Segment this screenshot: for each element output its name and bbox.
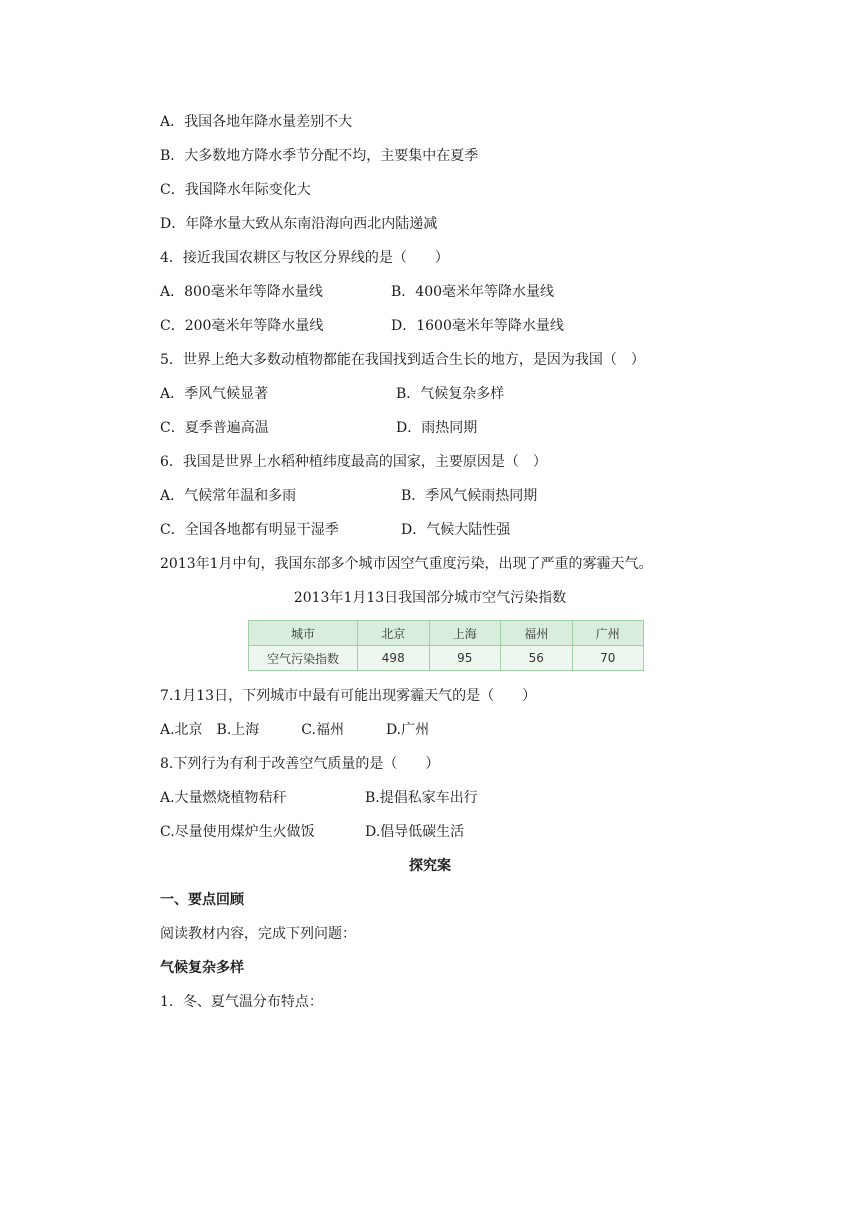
table-row (249, 646, 644, 671)
q8-option-c: C.尽量使用煤炉生火做饭 (160, 824, 315, 840)
q5-option-d: D．雨热同期 (396, 420, 478, 436)
table-cell: 56 (501, 646, 573, 671)
q3-option-d: D．年降水量大致从东南沿海向西北内陆递减 (160, 216, 438, 232)
q3-option-a: A．我国各地年降水量差别不大 (160, 114, 353, 130)
q8-stem: 8.下列行为有利于改善空气质量的是（ ） (160, 756, 440, 772)
table-header-cell: 上海 (429, 621, 501, 646)
q8-option-b: B.提倡私家车出行 (365, 790, 478, 806)
q3-option-b: B．大多数地方降水季节分配不均，主要集中在夏季 (160, 148, 479, 164)
q5-option-c: C．夏季普遍高温 (160, 420, 269, 436)
q6-stem: 6．我国是世界上水稻种植纬度最高的国家，主要原因是（ ） (160, 454, 547, 470)
q4-stem: 4．接近我国农耕区与牧区分界线的是（ ） (160, 250, 449, 266)
instruction: 阅读教材内容，完成下列问题： (160, 926, 356, 942)
smog-intro: 2013年1月中旬，我国东部多个城市因空气重度污染，出现了严重的雾霾天气。 (160, 556, 653, 572)
q8-option-d: D.倡导低碳生活 (365, 824, 465, 840)
review-heading: 一、要点回顾 (160, 892, 244, 908)
q6-option-c: C．全国各地都有明显干湿季 (160, 522, 339, 538)
subheading: 气候复杂多样 (160, 960, 244, 976)
table-cell: 空气污染指数 (249, 646, 358, 671)
table-header-cell: 城市 (249, 621, 358, 646)
table-header-cell: 广州 (572, 621, 644, 646)
q6-option-a: A．气候常年温和多雨 (160, 488, 297, 504)
q4-option-b: B．400毫米年等降水量线 (391, 284, 555, 300)
question-item-1: 1．冬、夏气温分布特点： (160, 994, 323, 1010)
q5-option-a: A．季风气候显著 (160, 386, 269, 402)
q4-option-a: A．800毫米年等降水量线 (160, 284, 323, 300)
q4-option-d: D．1600毫米年等降水量线 (391, 318, 564, 334)
table-cell: 95 (429, 646, 501, 671)
q8-option-a: A.大量燃烧植物秸秆 (160, 790, 287, 806)
pollution-table (248, 620, 644, 671)
q5-option-b: B．气候复杂多样 (396, 386, 505, 402)
q7-stem: 7.1月13日，下列城市中最有可能出现雾霾天气的是（ ） (160, 688, 537, 704)
q3-option-c: C．我国降水年际变化大 (160, 182, 311, 198)
q6-option-d: D．气候大陆性强 (401, 522, 511, 538)
table-header-cell: 北京 (358, 621, 430, 646)
table-title: 2013年1月13日我国部分城市空气污染指数 (293, 590, 567, 606)
q6-option-b: B．季风气候雨热同期 (401, 488, 538, 504)
table-header-row (249, 621, 644, 646)
table-cell: 70 (572, 646, 644, 671)
q4-option-c: C．200毫米年等降水量线 (160, 318, 324, 334)
q5-stem: 5．世界上绝大多数动植物都能在我国找到适合生长的地方，是因为我国（ ） (160, 352, 645, 368)
table-header-cell: 福州 (501, 621, 573, 646)
section-title: 探究案 (409, 858, 451, 874)
table-cell: 498 (358, 646, 430, 671)
q7-options: A.北京 B.上海 C.福州 D.广州 (160, 722, 430, 738)
